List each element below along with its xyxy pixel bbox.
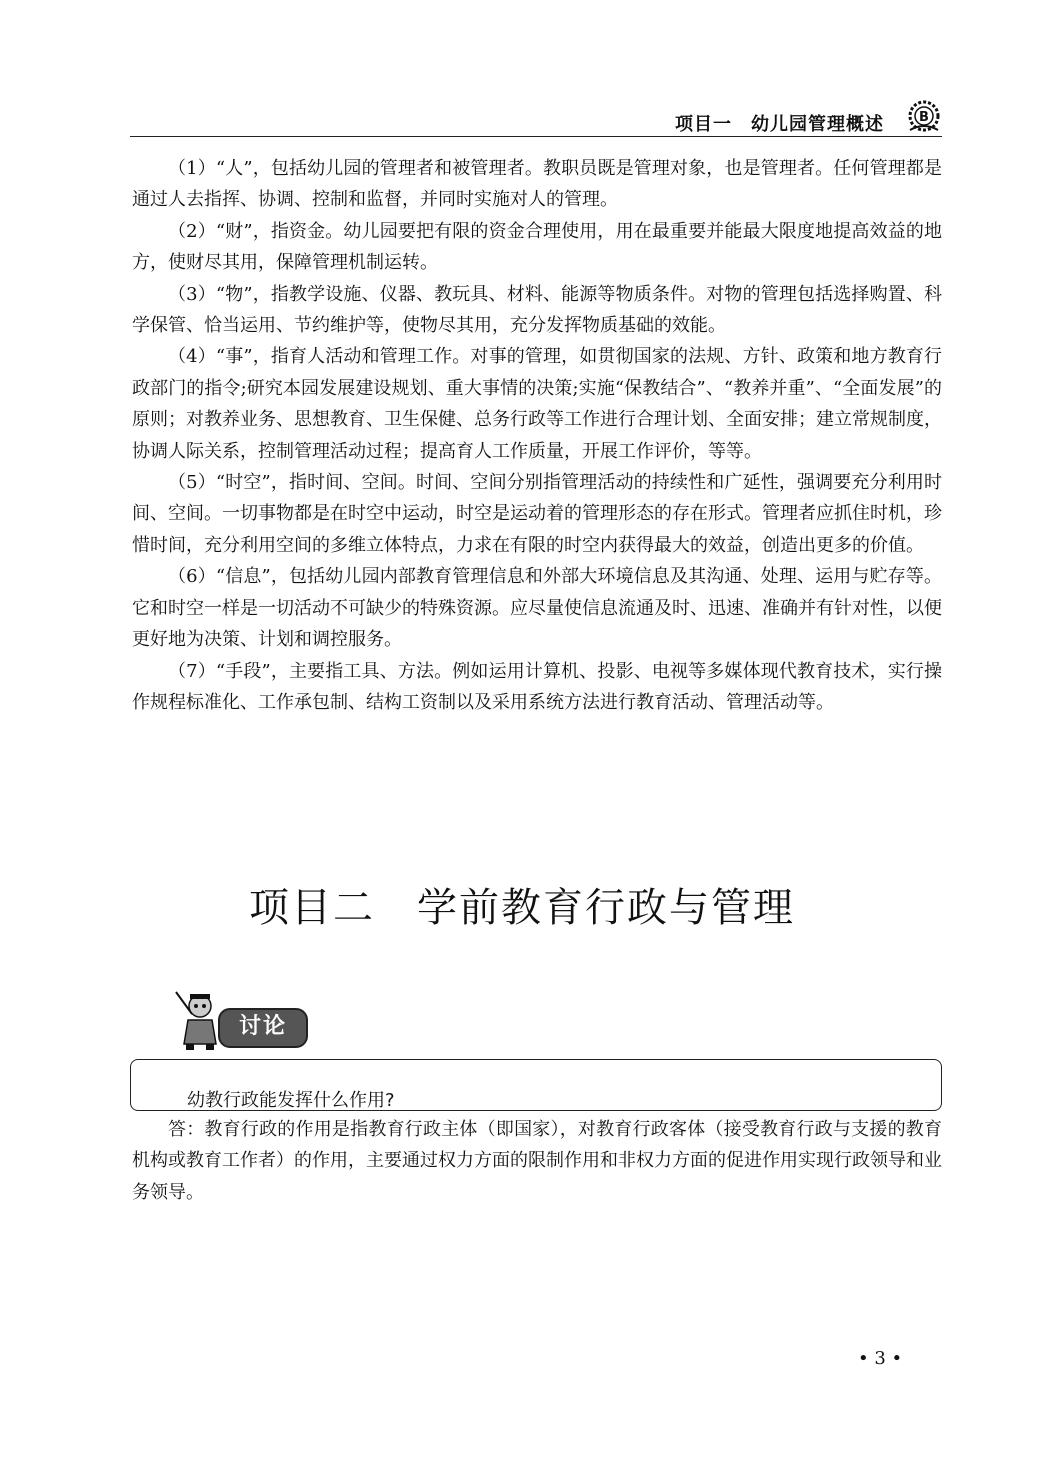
discussion-label: 讨论 xyxy=(218,1008,308,1048)
header-title: 项目一 幼儿园管理概述 xyxy=(675,114,884,135)
svg-text:B: B xyxy=(919,110,929,125)
paragraph-affairs: （4）“事”，指育人活动和管理工作。对事的管理，如贯彻国家的法规、方针、政策和地方教育行政部门的指令;研究本园发展建设规划、重大事情的决策;实施“保教结合”、“教养并重”、“全面发展”的原则；对教养业务、思想教育、卫生保健、总务行政等工作进行合理计划、全面安排；建立常规制度，协调人际关系，控制管理活动过程；提高育人工作质量，开展工作评价，等等。 xyxy=(132,346,942,462)
running-header xyxy=(130,100,942,137)
answer-text: 答：教育行政的作用是指教育行政主体（即国家），对教育行政客体（接受教育行政与支援的教育机构或教育工作者）的作用，主要通过权力方面的限制作用和非权力方面的促进作用实现行政领导和业务领导。 xyxy=(132,1119,942,1203)
paragraph-finance: （2）“财”，指资金。幼儿园要把有限的资金合理使用，用在最重要并能最大限度地提高效益的地方，使财尽其用，保障管理机制运转。 xyxy=(132,220,942,274)
page-number: • 3 • xyxy=(858,1348,903,1369)
question-text: 幼教行政能发挥什么作用? xyxy=(187,1090,395,1111)
chapter-title: 项目二 学前教育行政与管理 xyxy=(249,885,795,931)
question-box xyxy=(130,1059,942,1111)
discussion-marker xyxy=(170,988,310,1052)
body-text xyxy=(132,153,942,718)
paragraph-information: （6）“信息”，包括幼儿园内部教育管理信息和外部大环境信息及其沟通、处理、运用与贮存等。它和时空一样是一切活动不可缺少的特殊资源。应尽量使信息流通及时、迅速、准确并有针对性，以便更好地为决策、计划和调控服务。 xyxy=(132,566,942,651)
chapter-badge-icon xyxy=(906,100,942,134)
paragraph-means: （7）“手段”，主要指工具、方法。例如运用计算机、投影、电视等多媒体现代教育技术，实行操作规程标准化、工作承包制、结构工资制以及采用系统方法进行教育活动、管理活动等。 xyxy=(132,660,942,713)
paragraph-material: （3）“物”，指教学设施、仪器、教玩具、材料、能源等物质条件。对物的管理包括选择购置、科学保管、恰当运用、节约维护等，使物尽其用，充分发挥物质基础的效能。 xyxy=(132,283,942,337)
paragraph-people: （1）“人”，包括幼儿园的管理者和被管理者。教职员既是管理对象，也是管理者。任何管理都是通过人去指挥、协调、控制和监督，并同时实施对人的管理。 xyxy=(132,158,942,211)
paragraph-time-space: （5）“时空”，指时间、空间。时间、空间分别指管理活动的持续性和广延性，强调要充分利用时间、空间。一切事物都是在时空中运动，时空是运动着的管理形态的存在形式。管理者应抓住时机，珍惜时间，充分利用空间的多维立体特点，力求在有限的时空内获得最大的效益，创造出更多的价值。 xyxy=(132,472,942,556)
